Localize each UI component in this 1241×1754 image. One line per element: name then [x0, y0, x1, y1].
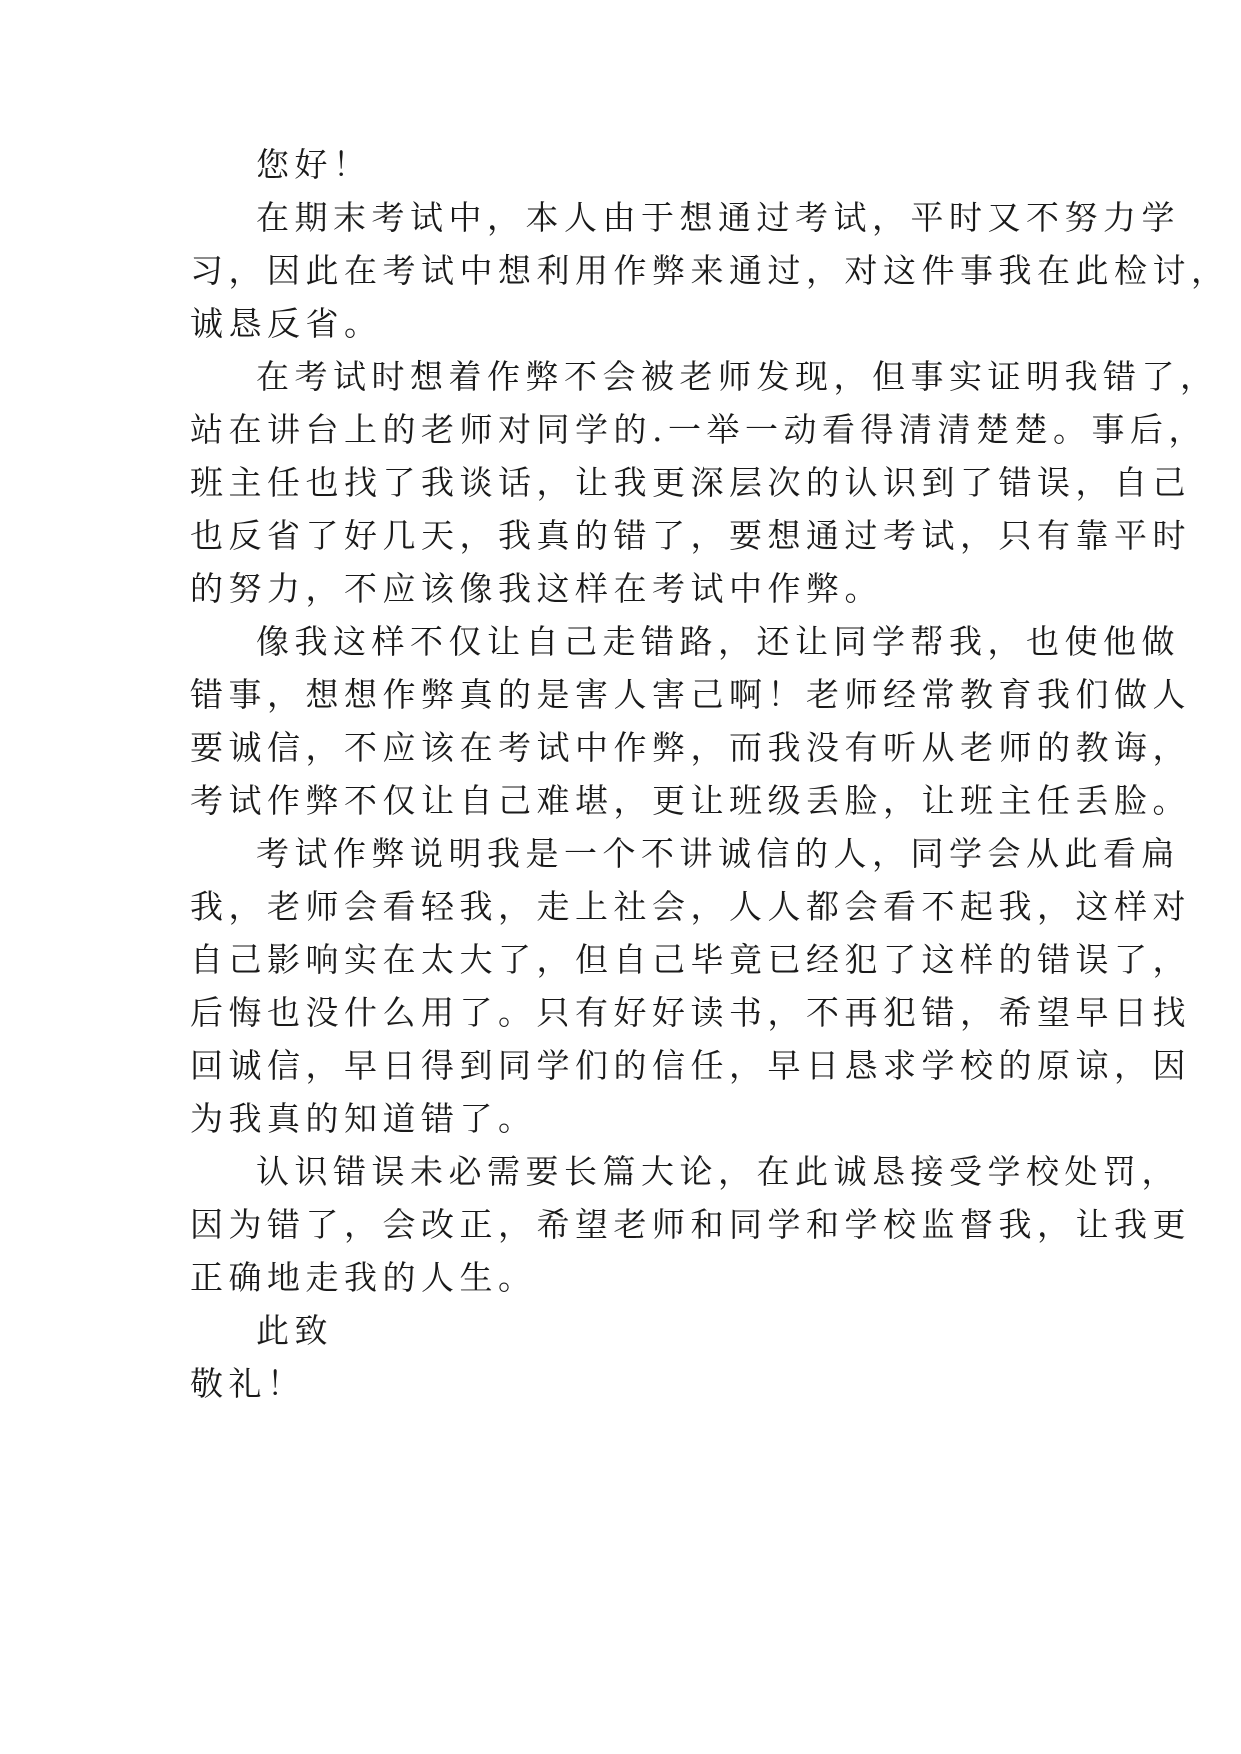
paragraph-line: 诚恳反省。 [190, 304, 383, 343]
paragraph-line: 的努力，不应该像我这样在考试中作弊。 [190, 569, 883, 608]
paragraph-line: 因为错了，会改正，希望老师和同学和学校监督我，让我更 [190, 1205, 1191, 1244]
paragraph-line: 回诚信，早日得到同学们的信任，早日恳求学校的原谅，因 [190, 1046, 1191, 1085]
salutation: 敬礼！ [190, 1364, 306, 1403]
paragraph-line: 要诚信，不应该在考试中作弊，而我没有听从老师的教诲， [190, 728, 1191, 767]
greeting: 您好！ [256, 145, 372, 184]
paragraph-line: 班主任也找了我谈话，让我更深层次的认识到了错误，自己 [190, 463, 1191, 502]
paragraph-line: 像我这样不仅让自己走错路，还让同学帮我，也使他做 [256, 622, 1180, 661]
paragraph-line: 为我真的知道错了。 [190, 1099, 537, 1138]
paragraph-line: 正确地走我的人生。 [190, 1258, 537, 1297]
paragraph-line: 自己影响实在太大了，但自己毕竟已经犯了这样的错误了， [190, 940, 1191, 979]
paragraph-line: 考试作弊说明我是一个不讲诚信的人，同学会从此看扁 [256, 834, 1180, 873]
paragraph-line: 认识错误未必需要长篇大论，在此诚恳接受学校处罚， [256, 1152, 1180, 1191]
paragraph-line: 错事，想想作弊真的是害人害己啊！老师经常教育我们做人 [190, 675, 1191, 714]
paragraph-line: 习，因此在考试中想利用作弊来通过，对这件事我在此检讨， [190, 251, 1230, 290]
closing: 此致 [256, 1311, 333, 1350]
paragraph-line: 在期末考试中，本人由于想通过考试，平时又不努力学 [256, 198, 1180, 237]
paragraph-line: 我，老师会看轻我，走上社会，人人都会看不起我，这样对 [190, 887, 1191, 926]
paragraph-line: 考试作弊不仅让自己难堪，更让班级丢脸，让班主任丢脸。 [190, 781, 1191, 820]
paragraph-line: 在考试时想着作弊不会被老师发现，但事实证明我错了， [256, 357, 1219, 396]
paragraph-line: 站在讲台上的老师对同学的.一举一动看得清清楚楚。事后， [190, 410, 1207, 449]
paragraph-line: 也反省了好几天，我真的错了，要想通过考试，只有靠平时 [190, 516, 1191, 555]
paragraph-line: 后悔也没什么用了。只有好好读书，不再犯错，希望早日找 [190, 993, 1191, 1032]
